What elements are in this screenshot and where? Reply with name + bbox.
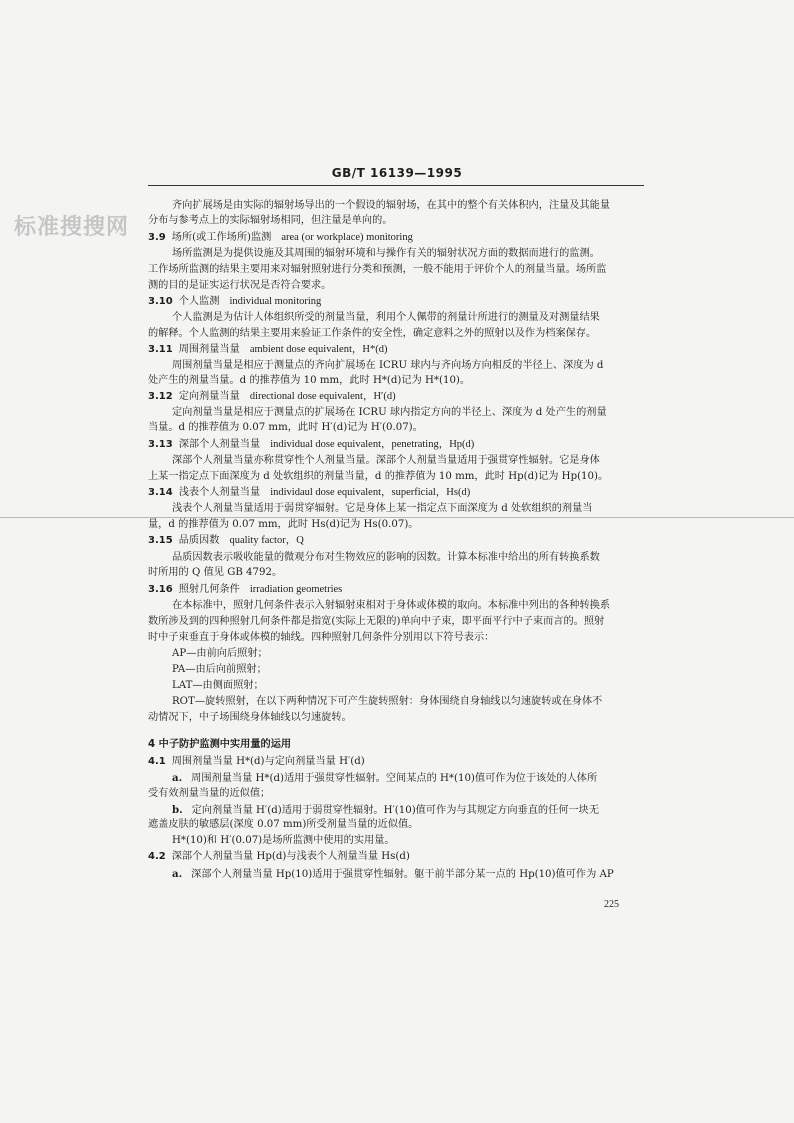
paragraph-line: 场所监测是为提供设施及其周围的辐射环境和与操作有关的辐射状况方面的数据而进行的监测。 — [172, 248, 600, 259]
paragraph-line: 浅表个人剂量当量适用于弱贯穿辐射。它是身体上某一指定点下面深度为 d 处软组织的剂量当 — [172, 503, 593, 514]
chapter-heading: 4 中子防护监测中实用量的运用 — [148, 739, 292, 750]
paragraph-line: 品质因数表示吸收能量的微观分布对生物效应的影响的因数。计算本标准中给出的所有转换系数 — [172, 552, 600, 563]
section-heading — [148, 295, 648, 309]
section-title-en: individual monitoring — [229, 296, 322, 307]
paragraph-line: 处产生的剂量当量。d 的推荐值为 10 mm，此时 H*(d)记为 H*(10)。 — [148, 375, 471, 386]
section-title-en: quality factor，Q — [229, 535, 304, 546]
section-title-zh: 深部个人剂量当量 — [178, 439, 261, 450]
paragraph-line: 的解释。个人监测的结果主要用来验证工作条件的安全性，确定意料之外的照射以及作为档案保存。 — [148, 328, 597, 339]
list-item-text: 定向剂量当量 H′(d)适用于弱贯穿性辐射。H′(10)值可作为与其规定方向垂直的任何一块无 — [191, 805, 600, 816]
paragraph-line: 齐向扩展场是由实际的辐射场导出的一个假设的辐射场，在其中的整个有关体积内，注量及其能量 — [172, 200, 611, 211]
paragraph-line: 工作场所监测的结果主要用来对辐射照射进行分类和预测，一般不能用于评价个人的剂量当量。场所监 — [148, 264, 607, 275]
section-title-en: individaul dose equivalent，superficial，Hs(d) — [270, 487, 471, 498]
list-item-label: a. — [172, 868, 183, 880]
paragraph-line: 测的目的是证实运行状况是否符合要求。 — [148, 280, 332, 291]
section-title-zh: 周围剂量当量 H*(d)与定向剂量当量 H′(d) — [171, 756, 365, 767]
section-heading — [148, 583, 648, 597]
paragraph-line: LAT—由侧面照射； — [172, 680, 264, 691]
paragraph-line: PA—由后向前照射； — [172, 664, 267, 675]
paragraph-line: 周围剂量当量是相应于测量点的齐向扩展场在 ICRU 球内与齐向场方向相反的半径上、深度为 d — [172, 360, 604, 371]
section-number: 3.10 — [148, 296, 173, 307]
section-title-en: ambient dose equivalent，H*(d) — [249, 344, 388, 355]
section-heading — [148, 755, 648, 769]
paragraph-line: 上某一指定点下面深度为 d 处软组织的剂量当量，d 的推荐值为 10 mm，此时 Hp(d)记为 Hp(10)。 — [148, 471, 609, 482]
list-item-text: 周围剂量当量 H*(d)适用于强贯穿性辐射。空间某点的 H*(10)值可作为位于该处的人体所 — [191, 773, 598, 784]
section-number: 3.9 — [148, 232, 166, 243]
list-item — [172, 771, 672, 786]
section-heading — [148, 534, 648, 548]
section-number: 3.11 — [148, 344, 173, 355]
standard-code: GB/T 16139—1995 — [331, 166, 463, 180]
section-number: 3.13 — [148, 439, 173, 450]
section-title-zh: 深部个人剂量当量 Hp(d)与浅表个人剂量当量 Hs(d) — [171, 851, 410, 862]
paragraph-line: 遮盖皮肤的敏感层(深度 0.07 mm)所受剂量当量的近似值。 — [148, 819, 419, 830]
section-title-zh: 周围剂量当量 — [178, 344, 240, 355]
section-title-en: area (or workplace) monitoring — [281, 232, 413, 243]
list-item — [172, 803, 672, 818]
paragraph-line: 当量。d 的推荐值为 0.07 mm，此时 H′(d)记为 H′(0.07)。 — [148, 422, 423, 433]
section-number: 3.14 — [148, 487, 173, 498]
section-number: 3.12 — [148, 391, 173, 402]
section-title-zh: 定向剂量当量 — [178, 391, 240, 402]
section-title-en: directional dose equivalent，H′(d) — [249, 391, 396, 402]
section-title-en: individual dose equivalent，penetrating，Hp(d) — [270, 439, 475, 450]
paragraph-line: H*(10)和 H′(0.07)是场所监测中使用的实用量。 — [172, 835, 395, 846]
paragraph-line: 在本标准中，照射几何条件表示入射辐射束相对于身体或体模的取向。本标准中列出的各种转换系 — [172, 600, 611, 611]
paragraph-line: 定向剂量当量是相应于测量点的扩展场在 ICRU 球内指定方向的半径上、深度为 d 处产生的剂量 — [172, 407, 607, 418]
section-title-zh: 浅表个人剂量当量 — [178, 487, 261, 498]
paragraph-line: 深部个人剂量当量亦称贯穿性个人剂量当量。深部个人剂量当量适用于强贯穿性辐射。它是身体 — [172, 455, 600, 466]
paragraph-line: 动情况下，中子场围绕身体轴线以匀速旋转。 — [148, 712, 352, 723]
paragraph-line: 分布与参考点上的实际辐射场相同，但注量是单向的。 — [148, 215, 393, 226]
list-item-text: 深部个人剂量当量 Hp(10)适用于强贯穿性辐射。躯干前半部分某一点的 Hp(10)值可作为 AP — [191, 869, 614, 880]
paragraph-line: 数所涉及到的四种照射几何条件都是指宽(实际上无限的)单向中子束，即平面平行中子束而言的。照射 — [148, 616, 605, 627]
section-title-zh: 场所(或工作场所)监测 — [171, 232, 272, 243]
paragraph-line: 量，d 的推荐值为 0.07 mm，此时 Hs(d)记为 Hs(0.07)。 — [148, 519, 419, 530]
section-heading — [148, 486, 648, 500]
section-heading — [148, 231, 648, 245]
paragraph-line: ROT—旋转照射，在以下两种情况下可产生旋转照射：身体围绕自身轴线以匀速旋转或在身体不 — [172, 696, 603, 707]
section-number: 4.2 — [148, 851, 166, 862]
watermark: 标准搜搜网 — [14, 215, 130, 240]
paragraph-line: 时所用的 Q 值见 GB 4792。 — [148, 567, 283, 578]
list-item-label: a. — [172, 772, 183, 784]
paragraph-line: 个人监测是为估计人体组织所受的剂量当量，利用个人佩带的剂量计所进行的测量及对测量结果 — [172, 312, 600, 323]
paragraph-line: 受有效剂量当量的近似值； — [148, 788, 271, 799]
paragraph-line: AP—由前向后照射； — [172, 648, 268, 659]
section-heading — [148, 343, 648, 357]
header-rule — [148, 185, 644, 186]
list-item-label: b. — [172, 804, 183, 816]
paragraph-line: 时中子束垂直于身体或体模的轴线。四种照射几何条件分别用以下符号表示： — [148, 632, 495, 643]
section-title-zh: 照射几何条件 — [178, 584, 240, 595]
section-title-en: irradiation geometries — [249, 584, 343, 595]
section-number: 4.1 — [148, 756, 166, 767]
section-heading — [148, 438, 648, 452]
list-item — [172, 867, 672, 882]
section-title-zh: 品质因数 — [178, 535, 220, 546]
section-number: 3.16 — [148, 584, 173, 595]
section-heading — [148, 850, 648, 864]
section-number: 3.15 — [148, 535, 173, 546]
section-title-zh: 个人监测 — [178, 296, 220, 307]
page-number: 225 — [604, 899, 619, 910]
section-heading — [148, 390, 648, 404]
